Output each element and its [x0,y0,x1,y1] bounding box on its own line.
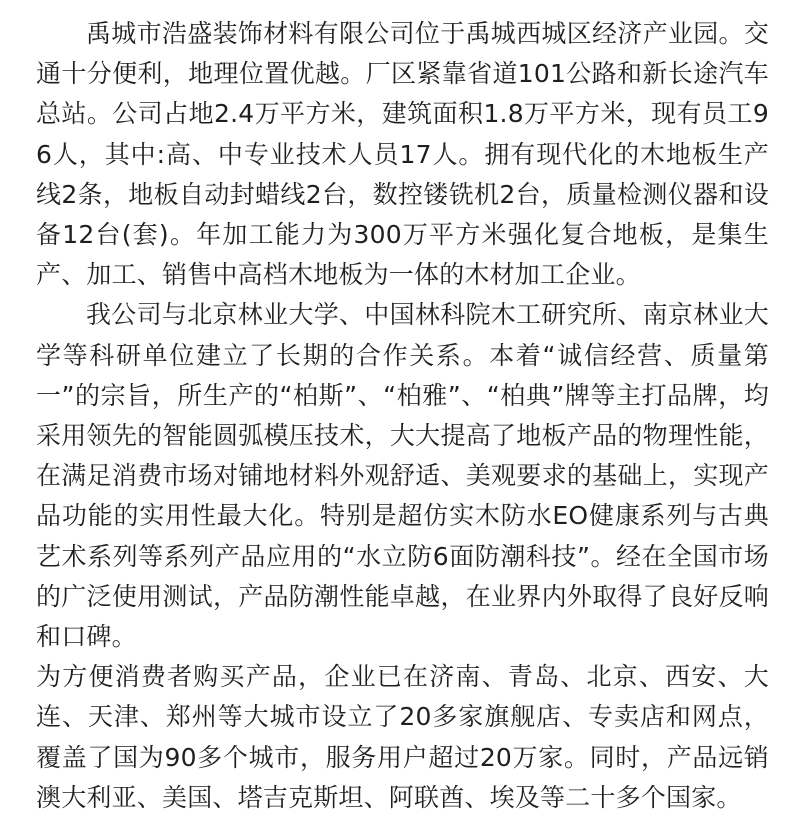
paragraph-sales-network: 为方便消费者购买产品，企业已在济南、青岛、北京、西安、大连、天津、郑州等大城市设立了20多家旗舰店、专卖店和网点，覆盖了国为90多个城市，服务用户超过20万家。同时，产品远销澳大利亚、美国、塔吉克斯坦、阿联酋、埃及等二十多个国家。 [36,662,769,812]
paragraph-research-and-brands: 我公司与北京林业大学、中国林科院木工研究所、南京林业大学等科研单位建立了长期的合作关系。本着“诚信经营、质量第一”的宗旨，所生产的“柏斯”、“柏雅”、“柏典”牌等主打品牌，均采用领先的智能圆弧模压技术，大大提高了地板产品的物理性能，在满足消费市场对铺地材料外观舒适、美观要求的基础上，实现产品功能的实用性最大化。特别是超仿实木防水EO健康系列与古典艺术系列等系列产品应用的“水立防6面防潮科技”。经在全国市场的广泛使用测试，产品防潮性能卓越，在业界内外取得了良好反响和口碑。 [36,300,769,652]
paragraph-company-overview: 禹城市浩盛装饰材料有限公司位于禹城西城区经济产业园。交通十分便利，地理位置优越。厂区紧靠省道101公路和新长途汽车总站。公司占地2.4万平方米，建筑面积1.8万平方米，现有员工96人，其中:高、中专业技术人员17人。拥有现代化的木地板生产线2条，地板自动封蜡线2台，数控镂铣机2台，质量检测仪器和设备12台(套)。年加工能力为300万平方米强化复合地板，是集生产、加工、销售中高档木地板为一体的木材加工企业。 [36,19,769,290]
company-profile-text [36,14,769,818]
